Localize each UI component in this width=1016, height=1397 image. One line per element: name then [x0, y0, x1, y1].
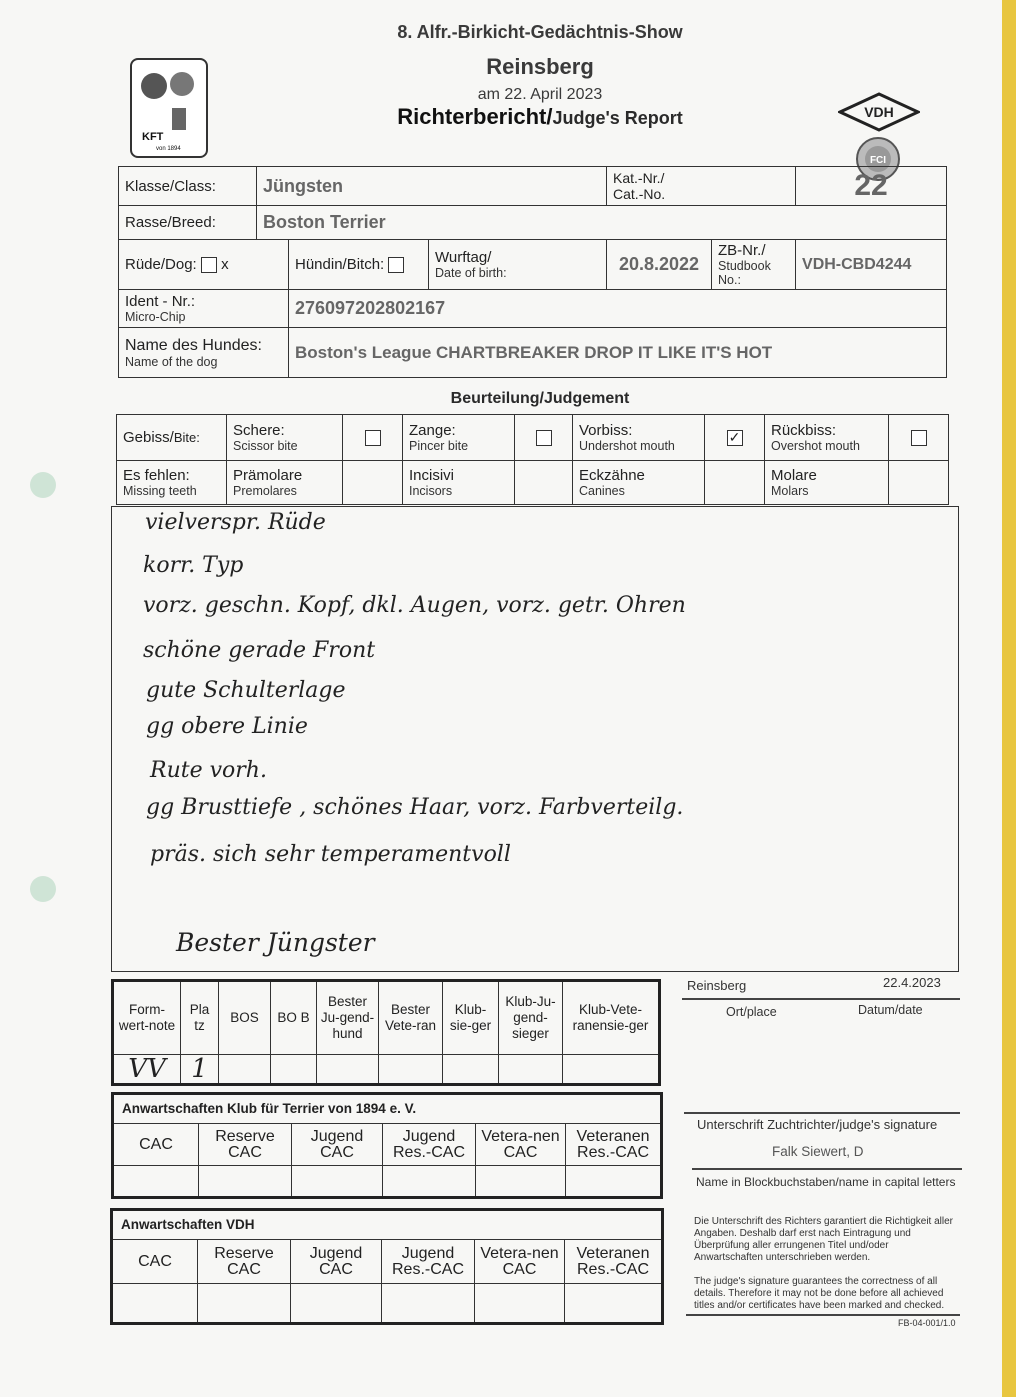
date-label: Datum/date — [858, 1003, 923, 1017]
cac-header: Jugend CAC — [292, 1124, 383, 1166]
svg-text:von 1894: von 1894 — [156, 146, 181, 152]
cac-cell — [113, 1166, 199, 1198]
canines-cell — [705, 461, 765, 505]
premolars-cell — [343, 461, 403, 505]
incisors-label: Incisivi Incisors — [403, 461, 515, 505]
undershot-label: Vorbiss: Undershot mouth — [573, 415, 705, 461]
handwritten-line: korr. Typ — [143, 553, 244, 578]
show-name: 8. Alfr.-Birkicht-Gedächtnis-Show — [397, 22, 683, 42]
grade-value: VV — [113, 1055, 181, 1085]
dob-label: Wurftag/ Date of birth: — [429, 240, 607, 290]
results-header: BOS — [219, 981, 271, 1055]
judge-name: Falk Siewert, D — [772, 1144, 864, 1159]
missing-label: Es fehlen: Missing teeth — [117, 461, 227, 505]
ident-value: 276097202802167 — [289, 290, 947, 328]
place-label: Ort/place — [726, 1005, 777, 1019]
results-cell — [563, 1055, 660, 1085]
pincer-checkbox[interactable] — [536, 430, 552, 446]
cac-cell — [475, 1284, 565, 1324]
undershot-checkbox-cell — [705, 415, 765, 461]
handwritten-line: gg Brusttiefe , schönes Haar, vorz. Farbverteilg. — [146, 795, 684, 820]
scissor-checkbox-cell — [343, 415, 403, 461]
studbook-value: VDH-CBD4244 — [796, 240, 947, 290]
cat-no-label: Kat.-Nr./ Cat.-No. — [607, 167, 796, 206]
cac-cell — [476, 1166, 566, 1198]
place-date-line — [682, 998, 960, 1000]
handwritten-line: vielverspr. Rüde — [145, 510, 326, 535]
signature-note-de: Die Unterschrift des Richters garantiert die Richtigkeit aller Angaben. Deshalb darf erst nach Eintragung und Überprüfung aller errungenen Titel und/oder Anwartschaften unterschrieben werden. — [694, 1216, 953, 1263]
place-value: Reinsberg — [687, 978, 747, 993]
canines-label: Eckzähne Canines — [573, 461, 705, 505]
dog-name-value: Boston's League CHARTBREAKER DROP IT LIKE IT'S HOT — [289, 328, 947, 378]
handwritten-line: gute Schulterlage — [146, 678, 346, 703]
premolars-label: Prämolare Premolares — [227, 461, 343, 505]
punch-hole — [30, 876, 56, 902]
handwritten-line: präs. sich sehr temperamentvoll — [150, 842, 511, 867]
cac-header: Reserve CAC — [199, 1124, 292, 1166]
form-code: FB-04-001/1.0 — [898, 1318, 956, 1328]
cac-cell — [382, 1284, 475, 1324]
cac-cell — [383, 1166, 476, 1198]
cac-header: CAC — [112, 1240, 198, 1284]
kft-logo — [130, 58, 208, 158]
svg-text:FCI: FCI — [869, 155, 887, 166]
name-line — [692, 1168, 962, 1170]
cac-header: Vetera-nen CAC — [475, 1240, 565, 1284]
breed-value: Boston Terrier — [257, 206, 947, 240]
punch-hole — [30, 472, 56, 498]
cac-cell — [199, 1166, 292, 1198]
vdh-cac-table — [110, 1208, 664, 1325]
club-cac-table — [111, 1092, 663, 1199]
overshot-checkbox-cell — [889, 415, 949, 461]
molars-label: Molare Molars — [765, 461, 889, 505]
dog-checkbox[interactable] — [201, 257, 217, 273]
placement-value: 1 — [181, 1055, 219, 1085]
cat-no-value: 22 — [796, 167, 947, 206]
results-table — [111, 979, 661, 1086]
cac-header: Jugend CAC — [291, 1240, 382, 1284]
incisors-cell — [515, 461, 573, 505]
breed-label: Rasse/Breed: — [119, 206, 257, 240]
cac-cell — [566, 1166, 662, 1198]
cac-header: Jugend Res.-CAC — [383, 1124, 476, 1166]
results-header: Klub-sie-ger — [443, 981, 499, 1055]
cac-header: Vetera-nen CAC — [476, 1124, 566, 1166]
bitch-cell: Hündin/Bitch: — [289, 240, 429, 290]
judgement-title: Beurteilung/Judgement — [450, 390, 630, 407]
show-date: am 22. April 2023 — [477, 86, 603, 103]
show-place: Reinsberg — [486, 54, 594, 79]
results-header: Form-wert-note — [113, 981, 181, 1055]
date-value: 22.4.2023 — [883, 975, 941, 990]
note-line — [686, 1314, 960, 1316]
cac-header: Veteranen Res.-CAC — [566, 1124, 662, 1166]
yellow-folder-edge — [1002, 0, 1016, 1397]
handwritten-line: Bester Jüngster — [176, 928, 375, 957]
results-cell — [271, 1055, 317, 1085]
results-cell — [379, 1055, 443, 1085]
vdh-cac-title: Anwartschaften VDH — [112, 1210, 663, 1240]
handwritten-line: Rute vorh. — [150, 758, 267, 783]
cac-header: CAC — [113, 1124, 199, 1166]
signature-label: Unterschrift Zuchtrichter/judge's signature — [697, 1117, 938, 1132]
handwritten-line: schöne gerade Front — [143, 638, 376, 663]
svg-text:VDH: VDH — [864, 104, 894, 120]
results-header: BO B — [271, 981, 317, 1055]
name-label: Name in Blockbuchstaben/name in capital letters — [696, 1175, 956, 1189]
signature-line — [684, 1112, 960, 1114]
dog-name-label: Name des Hundes: Name of the dog — [119, 328, 289, 378]
results-header: Klub-Ju-gend-sieger — [499, 981, 563, 1055]
results-header: Bester Ju-gend-hund — [317, 981, 379, 1055]
svg-text:KFT: KFT — [142, 131, 164, 143]
cac-cell — [198, 1284, 291, 1324]
results-header: Pla tz — [181, 981, 219, 1055]
dob-value: 20.8.2022 — [607, 240, 712, 290]
vdh-logo — [838, 92, 920, 132]
cac-header: Reserve CAC — [198, 1240, 291, 1284]
bite-table — [116, 414, 949, 505]
report-title: Richterbericht/Judge's Report — [397, 104, 683, 129]
cac-header: Jugend Res.-CAC — [382, 1240, 475, 1284]
molars-cell — [889, 461, 949, 505]
results-cell — [219, 1055, 271, 1085]
class-label: Klasse/Class: — [119, 167, 257, 206]
results-header: Klub-Vete-ranensie-ger — [563, 981, 660, 1055]
class-value: Jüngsten — [257, 167, 607, 206]
cac-cell — [292, 1166, 383, 1198]
dog-info-table — [118, 166, 947, 378]
ident-label: Ident - Nr.: Micro-Chip — [119, 290, 289, 328]
studbook-label: ZB-Nr./ Studbook No.: — [712, 240, 796, 290]
scissor-label: Schere: Scissor bite — [227, 415, 343, 461]
cac-cell — [565, 1284, 663, 1324]
cac-header: Veteranen Res.-CAC — [565, 1240, 663, 1284]
pincer-label: Zange: Pincer bite — [403, 415, 515, 461]
pincer-checkbox-cell — [515, 415, 573, 461]
signature-note-en: The judge's signature guarantees the correctness of all details. Therefore it may not be done before all achieved titles and/or certificates have been marked and checked. — [694, 1276, 945, 1311]
handwritten-line: gg obere Linie — [146, 714, 308, 739]
cac-cell — [112, 1284, 198, 1324]
results-header: Bester Vete-ran — [379, 981, 443, 1055]
scissor-checkbox[interactable] — [365, 430, 381, 446]
overshot-checkbox[interactable] — [911, 430, 927, 446]
bite-label: Gebiss/Bite: — [117, 415, 227, 461]
results-cell — [499, 1055, 563, 1085]
overshot-label: Rückbiss: Overshot mouth — [765, 415, 889, 461]
results-cell — [317, 1055, 379, 1085]
cac-cell — [291, 1284, 382, 1324]
handwritten-line: vorz. geschn. Kopf, dkl. Augen, vorz. getr. Ohren — [143, 593, 686, 618]
bitch-checkbox[interactable] — [388, 257, 404, 273]
club-cac-title: Anwartschaften Klub für Terrier von 1894 e. V. — [113, 1094, 662, 1124]
undershot-checkbox[interactable]: ✓ — [727, 430, 743, 446]
results-cell — [443, 1055, 499, 1085]
dog-sex-cell: Rüde/Dog: x — [119, 240, 289, 290]
